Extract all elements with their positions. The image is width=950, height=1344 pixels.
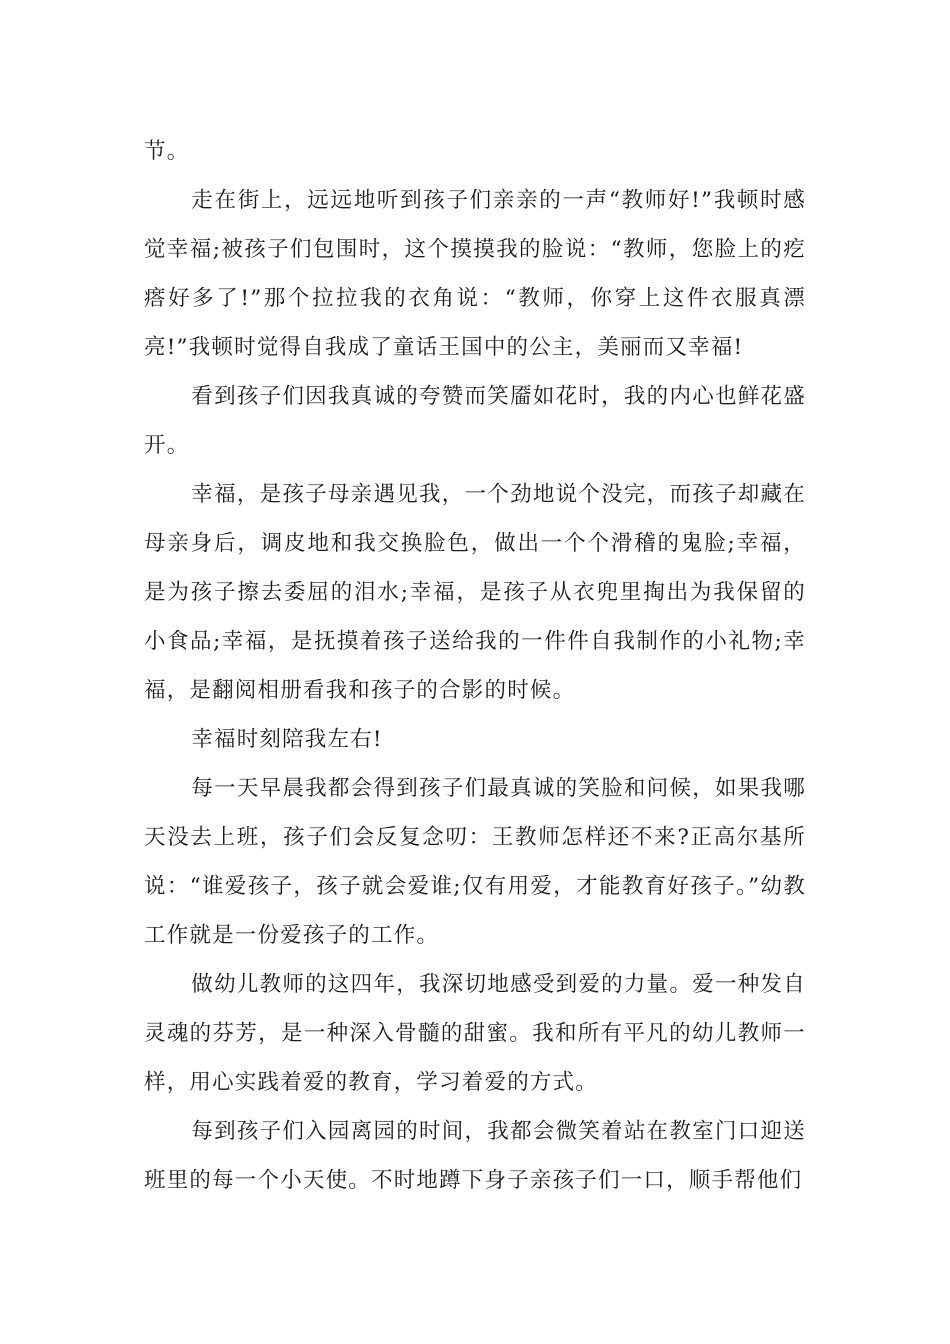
body-text [144,127,806,1205]
paragraph: 幸福时刻陪我左右! [191,727,383,752]
paragraph: 看到孩子们因我真诚的夸赞而笑靥如花时，我的内心也鲜花盛开。 [144,384,806,458]
paragraph: 幸福，是孩子母亲遇见我，一个劲地说个没完，而孩子却藏在母亲身后，调皮地和我交换脸色，做出一个个滑稽的鬼脸;幸福，是为孩子擦去委屈的泪水;幸福，是孩子从衣兜里掏出为我保留的小食品;幸福，是抚摸着孩子送给我的一件件自我制作的小礼物;幸福，是翻阅相册看我和孩子的合影的时候。 [144,482,806,703]
paragraph: 节。 [144,139,190,164]
paragraph: 做幼儿教师的这四年，我深切地感受到爱的力量。爱一种发自灵魂的芬芳，是一种深入骨髓的甜蜜。我和所有平凡的幼儿教师一样，用心实践着爱的教育，学习着爱的方式。 [144,972,806,1095]
paragraph: 走在街上，远远地听到孩子们亲亲的一声“教师好!”我顿时感觉幸福;被孩子们包围时，这个摸摸我的脸说：“教师，您脸上的疙瘩好多了!”那个拉拉我的衣角说：“教师，你穿上这件衣服真漂亮!”我顿时觉得自我成了童话王国中的公主，美丽而又幸福! [144,188,806,360]
paragraph: 每一天早晨我都会得到孩子们最真诚的笑脸和问候，如果我哪天没去上班，孩子们会反复念叨：王教师怎样还不来?正高尔基所说：“谁爱孩子，孩子就会爱谁;仅有用爱，才能教育好孩子。”幼教工作就是一份爱孩子的工作。 [144,776,806,948]
paragraph: 每到孩子们入园离园的时间，我都会微笑着站在教室门口迎送班里的每一个小天使。不时地蹲下身子亲孩子们一口，顺手帮他们 [144,1119,806,1193]
